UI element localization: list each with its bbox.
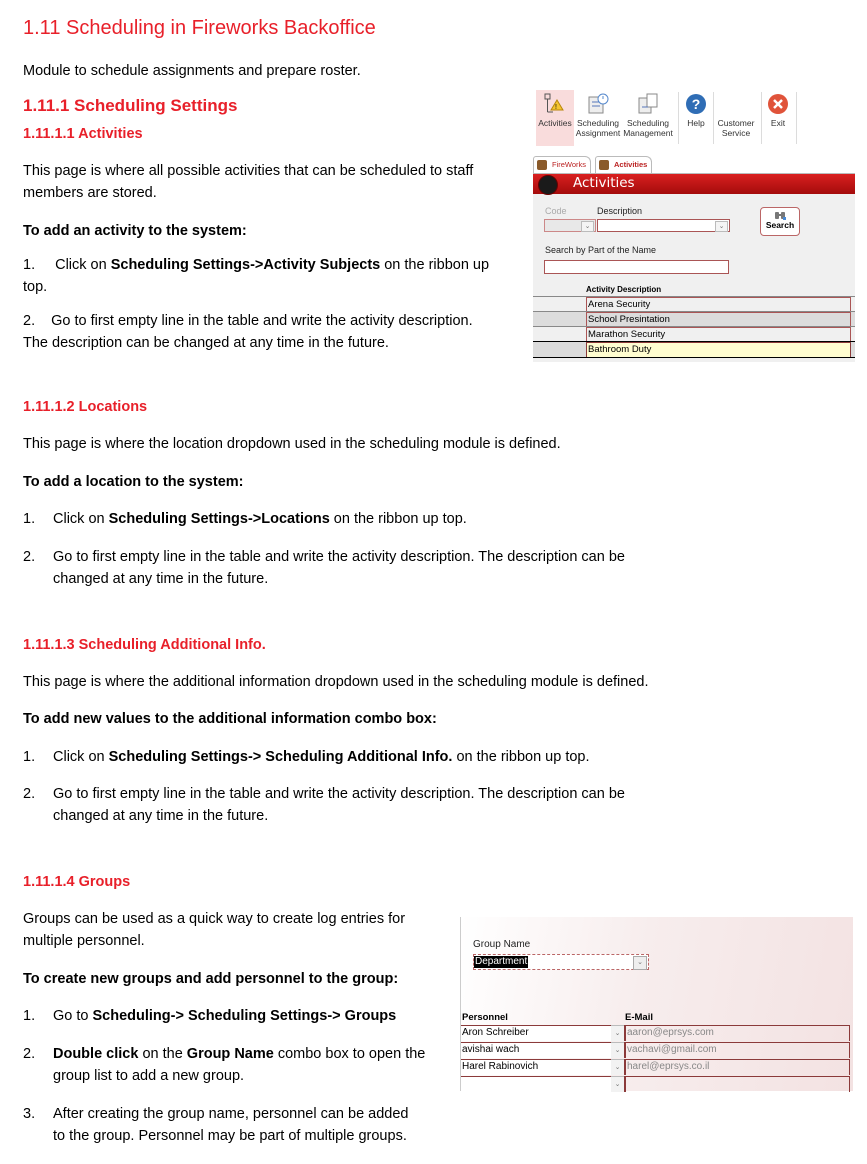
svg-text:?: ? [691, 96, 701, 112]
ribbon-separator [678, 92, 679, 144]
fireworks-badge-icon [538, 175, 558, 195]
groups-step-2: 2. Double click on the Group Name combo box to open the group list to add a new group. [23, 1046, 426, 1084]
activities-step-1: 1. Click on Scheduling Settings->Activity Subjects on the ribbon up top. [23, 257, 490, 295]
table-row-new[interactable] [461, 1076, 851, 1092]
email-field: vachavi@gmail.com [624, 1042, 850, 1058]
chevron-down-icon: ⌄ [715, 221, 728, 232]
table-row[interactable] [461, 1025, 851, 1041]
email-field: harel@eprsys.co.il [624, 1059, 850, 1075]
column-header-email: E-Mail [625, 1012, 653, 1023]
code-label: Code [545, 206, 567, 216]
ribbon-scheduling-management-button[interactable]: Scheduling Management [623, 90, 673, 146]
additional-info-description: This page is where the additional information dropdown used in the scheduling module is defined. [23, 674, 649, 690]
description-label: Description [597, 206, 643, 216]
chevron-down-icon: ⌄ [633, 956, 647, 970]
groups-window [460, 917, 853, 1091]
groups-step-1: 1. Go to Scheduling-> Scheduling Settings-> Groups [23, 1008, 397, 1024]
table-row[interactable]: School Presintation [533, 311, 855, 327]
personnel-combo[interactable]: Harel Rabinovich [461, 1059, 611, 1075]
table-row[interactable]: Arena Security [533, 296, 855, 312]
section-heading-scheduling-settings: 1.11.1 Scheduling Settings [23, 96, 238, 115]
fireworks-logo-icon [599, 160, 609, 170]
group-name-value: Department [475, 956, 528, 967]
personnel-combo[interactable]: Aron Schreiber [461, 1025, 611, 1041]
chevron-down-icon[interactable]: ⌄ [611, 1042, 624, 1058]
search-by-name-label: Search by Part of the Name [545, 245, 657, 255]
additional-info-step-2: 2. Go to first empty line in the table and write the activity description. The description can be changed at any time in the future. [23, 786, 625, 824]
tab-fireworks[interactable]: FireWorks [533, 156, 591, 173]
activities-window [533, 155, 855, 362]
help-icon [685, 93, 707, 115]
search-button[interactable]: Search [760, 207, 800, 236]
locations-step-1: 1. Click on Scheduling Settings->Locations on the ribbon up top. [23, 511, 467, 527]
ribbon-customer-service-button[interactable]: Customer Service [717, 118, 755, 138]
chevron-down-icon[interactable]: ⌄ [611, 1059, 624, 1075]
document-tabs [533, 155, 855, 174]
additional-info-step-1: 1. Click on Scheduling Settings-> Scheduling Additional Info. on the ribbon up top. [23, 749, 590, 765]
activities-icon [544, 93, 566, 115]
table-row-editing[interactable]: Bathroom Duty [533, 341, 855, 358]
groups-step-3: 3. After creating the group name, personnel can be added to the group. Personnel may be part of multiple groups. [23, 1106, 409, 1144]
additional-info-instructions-heading: To add new values to the additional information combo box: [23, 711, 437, 727]
personnel-combo[interactable] [461, 1076, 611, 1092]
fireworks-logo-icon [537, 160, 547, 170]
locations-step-2: 2. Go to first empty line in the table and write the activity description. The description can be changed at any time in the future. [23, 549, 625, 587]
exit-icon [767, 93, 789, 115]
groups-description: Groups can be used as a quick way to create log entries for multiple personnel. [23, 911, 406, 949]
group-name-combo[interactable] [473, 954, 649, 970]
activities-instructions-heading: To add an activity to the system: [23, 223, 247, 239]
scheduling-management-icon [637, 93, 659, 115]
locations-description: This page is where the location dropdown used in the scheduling module is defined. [23, 436, 561, 452]
ribbon-separator [796, 92, 797, 144]
heading-additional-info: 1.11.1.3 Scheduling Additional Info. [23, 637, 266, 653]
search-by-name-input[interactable] [544, 260, 729, 274]
ribbon-scheduling-assignment-button[interactable]: Scheduling Assignment [575, 90, 621, 146]
email-field [624, 1076, 850, 1092]
group-name-label: Group Name [473, 939, 531, 950]
chevron-down-icon[interactable]: ⌄ [611, 1025, 624, 1041]
groups-instructions-heading: To create new groups and add personnel to the group: [23, 971, 399, 987]
table-row[interactable] [461, 1059, 851, 1075]
chevron-down-icon: ⌄ [581, 221, 594, 232]
form-title: Activities [573, 175, 635, 191]
page-title: 1.11 Scheduling in Fireworks Backoffice [23, 17, 376, 39]
ribbon-activities-button[interactable]: ! Activities [536, 90, 574, 146]
tab-activities[interactable]: Activities [595, 156, 652, 173]
intro-text: Module to schedule assignments and prepare roster. [23, 63, 361, 79]
form-title-bar [533, 174, 855, 194]
table-row[interactable] [461, 1042, 851, 1058]
scheduling-assignment-icon [587, 93, 609, 115]
ribbon-separator [713, 92, 714, 144]
locations-instructions-heading: To add a location to the system: [23, 474, 244, 490]
heading-activities: 1.11.1.1 Activities [23, 126, 143, 142]
activities-description: This page is where all possible activities that can be scheduled to staff members are stored. [23, 163, 474, 201]
email-field: aaron@eprsys.com [624, 1025, 850, 1041]
chevron-down-icon[interactable]: ⌄ [611, 1076, 624, 1092]
description-combo[interactable] [597, 219, 730, 232]
table-row[interactable]: Marathon Security [533, 326, 855, 342]
ribbon-exit-button[interactable]: Exit [764, 90, 792, 146]
ribbon [533, 90, 803, 152]
heading-groups: 1.11.1.4 Groups [23, 874, 131, 890]
personnel-combo[interactable]: avishai wach [461, 1042, 611, 1058]
grid-header-activity-description: Activity Description [586, 285, 662, 294]
code-combo[interactable] [544, 219, 596, 232]
ribbon-help-button[interactable]: ? Help [681, 90, 711, 146]
ribbon-separator [761, 92, 762, 144]
heading-locations: 1.11.1.2 Locations [23, 399, 148, 415]
activities-step-2: 2. Go to first empty line in the table and write the activity description. The description can be changed at any time in the future. [23, 313, 473, 351]
binoculars-icon [774, 211, 786, 220]
column-header-personnel: Personnel [462, 1012, 508, 1023]
svg-text:!: ! [555, 104, 557, 111]
